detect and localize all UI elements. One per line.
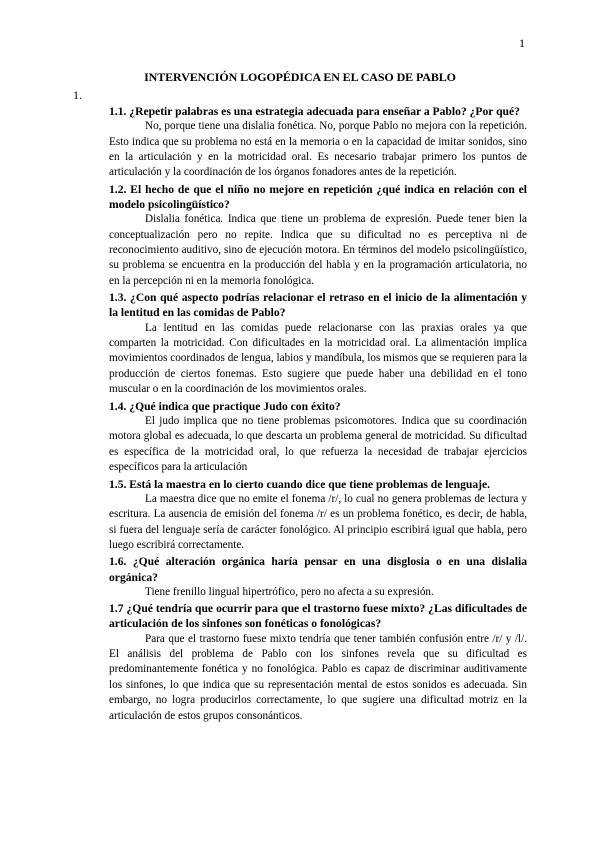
section-1-4 bbox=[109, 399, 527, 476]
answer-1-3: La lentitud en las comidas puede relacionarse con las praxias orales ya que comparten la motricidad. Con dificultades en la motricidad oral. La alimentación implica movimientos coordinados de lengua, labios y mandíbula, los mismos que se requieren para la producción de ciertos fonemas. Esto sugiere que puede haber una debilidad en el tono muscular o en la coordinación de los movimientos orales. bbox=[109, 321, 527, 396]
section-1-7 bbox=[109, 601, 527, 724]
question-1-6: 1.6. ¿Qué alteración orgánica haría pensar en una disglosia o en una dislalia orgánica? bbox=[109, 555, 527, 584]
answer-1-5: La maestra dice que no emite el fonema /r/, lo cual no genera problemas de lectura y escritura. La ausencia de emisión del fonema /r/ es un problema fonético, es decir, de habla, si fuera del lenguaje sería de carácter fonológico. Al principio escribirá igual que habla, pero luego escribirá correctamente. bbox=[109, 492, 527, 551]
question-1-3: 1.3. ¿Con qué aspecto podrías relacionar el retraso en el inicio de la alimentación y la lentitud en las comidas de Pablo? bbox=[109, 291, 527, 320]
answer-1-2: Dislalia fonética. Indica que tiene un problema de expresión. Puede tener bien la conceptualización pero no repite. Indica que su dificultad no es perceptiva ni de reconocimiento auditivo, sino de ejecución motora. En términos del modelo psicolingüístico, su problema se encuentra en la producción del habla y en la programación articulatoria, no en la percepción ni en la memoria fonológica. bbox=[109, 213, 527, 287]
document-title: INTERVENCIÓN LOGOPÉDICA EN EL CASO DE PABLO bbox=[144, 70, 456, 84]
page-number: 1 bbox=[519, 36, 525, 50]
answer-1-6: Tiene frenillo lingual hipertrófico, pero no afecta a su expresión. bbox=[145, 585, 434, 598]
section-1-1 bbox=[109, 104, 527, 181]
section-1-6 bbox=[109, 554, 527, 600]
question-1-7: 1.7 ¿Qué tendría que ocurrir para que el trastorno fuese mixto? ¿Las dificultades de articulación de los sinfones son fonéticas o fonológicas? bbox=[109, 602, 527, 631]
answer-1-1: No, porque tiene una dislalia fonética. No, porque Pablo no mejora con la repetición. Esto indica que su problema no está en la memoria o en la capacidad de imitar sonidos, sino en la articulación y en la motricidad oral. Es necesario trabajar primero los puntos de articulación y la coordinación de los órganos fonadores antes de la repetición. bbox=[109, 120, 527, 179]
list-number: 1. bbox=[73, 88, 82, 102]
question-1-4: 1.4. ¿Qué indica que practique Judo con éxito? bbox=[109, 399, 341, 413]
question-1-2: 1.2. El hecho de que el niño no mejore en repetición ¿qué indica en relación con el modelo psicolingüístico? bbox=[109, 182, 527, 212]
question-1-5: 1.5. Está la maestra en lo cierto cuando dice que tiene problemas de lenguaje. bbox=[109, 477, 491, 491]
document-body bbox=[109, 104, 527, 725]
section-1-5 bbox=[109, 477, 527, 554]
question-1-1: 1.1. ¿Repetir palabras es una estrategia adecuada para enseñar a Pablo? ¿Por qué? bbox=[109, 105, 520, 118]
section-1-2 bbox=[109, 182, 527, 289]
section-1-3 bbox=[109, 290, 527, 397]
answer-1-4: El judo implica que no tiene problemas psicomotores. Indica que su coordinación motora global es adecuada, lo que descarta un problema general de motricidad. Su dificultad es específica de la motricidad oral, lo que refuerza la necesidad de trabajar ejercicios específicos para la articulación bbox=[109, 414, 527, 474]
answer-1-7: Para que el trastorno fuese mixto tendría que tener también confusión entre /r/ y /l/. El análisis del problema de Pablo con los sinfones revela que su dificultad es predominantemente fonética y no fonológica. Pablo es capaz de discriminar auditivamente los sinfones, lo que indica que su representación mental de estos sonidos es adecuada. Sin embargo, no logra producirlos correctamente, lo que sugiere una dificultad motriz en la articulación de estos grupos consonánticos. bbox=[109, 632, 527, 722]
